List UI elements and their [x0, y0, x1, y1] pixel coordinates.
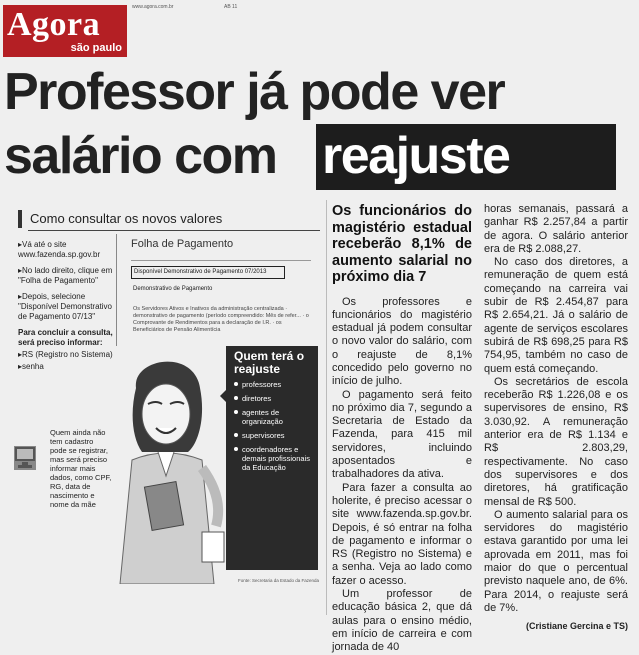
article-paragraph: No caso dos diretores, a remuneração de quem está começando na carreira vai subir de R$ 2.454,87 para R$ 2.654,21. Já o salário de agente de serviços escolares subirá de R$ 698,25 para R$ 754,95, também no caso de quem está começando. — [484, 256, 628, 375]
registration-note: Quem ainda não tem cadastro pode se registrar, mas será preciso informar mais dados, como CPF, RG, data de nascimento e nome da mãe — [50, 428, 112, 509]
column-divider — [326, 200, 327, 615]
computer-icon — [14, 446, 36, 470]
computer-icon-shape — [14, 446, 36, 470]
beneficiary-item: coordenadores e demais profissionais da Educação — [234, 445, 316, 472]
article-subheadline: Os funcionários do magistério estadual receberão 8,1% de aumento salarial no próximo dia 7 — [332, 203, 472, 285]
article-paragraph: horas semanais, passará a ganhar R$ 2.257,84 a partir de agora. O salário anterior era de R$ 2.088,27. — [484, 203, 628, 255]
byline: (Cristiane Gercina e TS) — [525, 621, 628, 632]
payroll-screen-mock — [116, 234, 315, 346]
logo-subtitle: são paulo — [70, 42, 122, 54]
article-column-1 — [332, 203, 472, 655]
article-paragraph: Um professor de educação básica 2, que dá aulas para o ensino médio, em início de carreira e com jornada de 40 — [332, 588, 472, 654]
requirements-heading: Para concluir a consulta, será preciso informar: — [18, 328, 113, 347]
requirement-item: ▸ senha — [18, 362, 118, 372]
step-item: ▸ Depois, selecione "Disponível Demonstrativo de Pagamento 07/13" — [18, 292, 118, 322]
article-paragraph: Para fazer a consulta ao holerite, é preciso acessar o site www.fazenda.sp.gov.br. Depois, é só entrar na folha de pagamento e informar o RS (Registro no Sistema) e a senha. Veja ao lado como fazer o acesso. — [332, 481, 472, 587]
infographic-title: Como consultar os novos valores — [30, 211, 223, 226]
payslip-link: Demonstrativo de Pagamento — [133, 286, 213, 292]
beneficiary-item: supervisores — [234, 431, 316, 440]
source-credit: Fonte: Secretaria da Estado da Fazenda — [238, 578, 320, 583]
newspaper-logo — [3, 5, 127, 57]
article-paragraph: O pagamento será feito no próximo dia 7, segundo a Secretaria de Estado da Fazenda, para 415 mil servidores, incluindo aposentados e trabalhadores da ativa. — [332, 388, 472, 481]
infographic — [14, 200, 324, 595]
beneficiaries-box — [226, 346, 318, 570]
requirement-item: ▸ RS (Registro no Sistema) — [18, 350, 118, 360]
title-marker — [18, 210, 22, 228]
site-url: www.agora.com.br — [132, 4, 174, 10]
headline-line-2: salário com — [4, 127, 277, 185]
step-item: ▸ No lado direito, clique em "Folha de Pagamento" — [18, 266, 118, 286]
beneficiaries-list — [234, 380, 316, 477]
screen-description: Os Servidores Ativos e Inativos da administração centralizada · demonstrativo de pagamento (período compreendido: Mês de refer... · o Comprovante de Rendimentos para a declaração de I.R. · os Beneficiários de Pensão Alimentícia — [133, 306, 309, 333]
beneficiaries-title: Quem terá o reajuste — [234, 349, 305, 376]
highlighted-payslip-link: Disponível Demonstrativo de Pagamento 07/2013 — [131, 266, 285, 279]
screen-title: Folha de Pagamento — [131, 238, 234, 250]
article-column-2 — [484, 203, 628, 634]
step-item: ▸ Vá até o site www.fazenda.sp.gov.br — [18, 240, 118, 260]
headline-highlight: reajuste — [322, 127, 510, 185]
teacher-illustration — [102, 348, 228, 584]
article-paragraph: Os secretários de escola receberão R$ 1.226,08 e os supervisores de ensino, R$ 3.030,92. A remuneração anterior era de R$ 1.134 e R$ 2.803,29, respectivamente. No caso dos supervisores e dos diretores, há gratificação mensal de R$ 500. — [484, 375, 628, 508]
article-paragraph: Os professores e funcionários do magistério estadual já podem consultar o novo valor do salário, com o reajuste de 8,1% concedido pelo governo no início de julho. — [332, 295, 472, 388]
beneficiary-item: agentes de organização — [234, 408, 316, 426]
headline-line-1: Professor já pode ver — [4, 63, 505, 121]
beneficiary-item: diretores — [234, 394, 316, 403]
beneficiary-item: professores — [234, 380, 316, 389]
page-number: AB 11 — [224, 4, 238, 10]
screen-divider — [131, 260, 311, 261]
logo-text: Agora — [7, 6, 101, 43]
article-paragraph: O aumento salarial para os servidores do magistério estava garantido por uma lei aprovada em 2011, mas foi maior do que o percentual previsto naquele ano, de 6%. Para 2014, o reajuste será de 7%. — [484, 508, 628, 614]
